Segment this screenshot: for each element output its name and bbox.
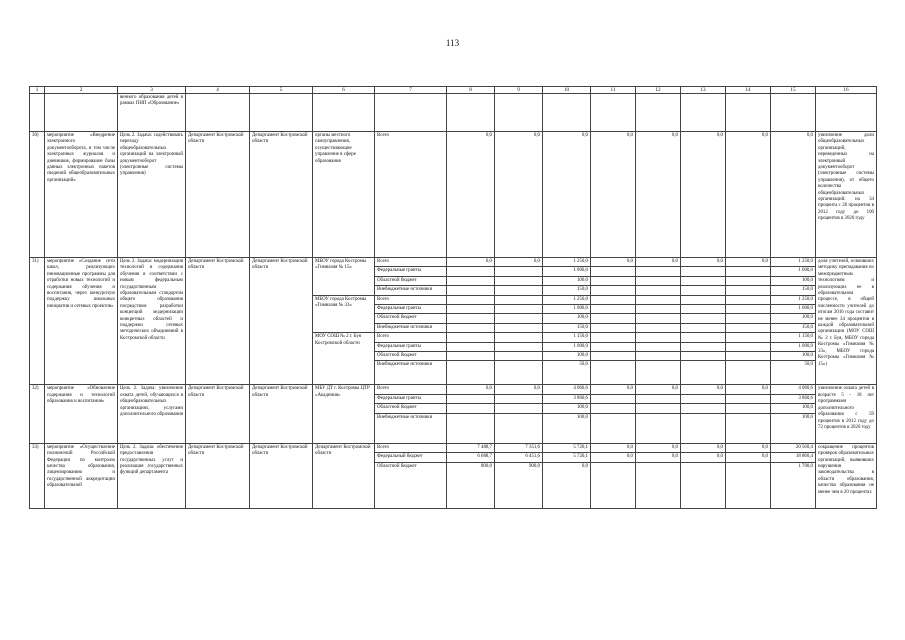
value-cell: 100,0 <box>543 352 591 361</box>
coexecutor-cell: Департамент Костромской области <box>250 258 313 385</box>
table-row-33 <box>30 443 877 452</box>
result-cell: увеличение доли общеобразовательных организаций, переведенных на электронный документооборот (электронные системы управления), от общего количества общеобразовательных организаций: на 34 процента с 26 процентов в 2012 году до 100 процентов в 2020 году <box>816 132 877 258</box>
program-table <box>29 86 877 509</box>
value-cell: 0,0 <box>681 385 726 394</box>
source-cell: Федеральные гранты <box>375 394 447 403</box>
row-number: 32) <box>30 385 45 443</box>
responsible-cell: Департамент Костромской области <box>186 132 250 258</box>
source-cell: Всего <box>375 443 447 452</box>
activity-cell: мероприятие «Обновление содержания и технологий образования и воспитания» <box>45 385 118 443</box>
responsible-cell: Департамент Костромской области <box>186 443 250 508</box>
value-cell <box>636 462 681 508</box>
value-cell: 0,0 <box>726 443 771 452</box>
source-cell: Всего <box>375 385 447 394</box>
row-number: 30) <box>30 132 45 258</box>
value-cell: 0,0 <box>726 385 771 394</box>
source-cell: Федеральные гранты <box>375 305 447 314</box>
value-cell: 3 860,6 <box>543 394 591 403</box>
value-cell: 5 720,1 <box>543 443 591 452</box>
value-cell: 5 720,1 <box>543 453 591 462</box>
value-cell: 0,0 <box>681 443 726 452</box>
value-cell: 1 000,0 <box>543 305 591 314</box>
value-cell: 4 060,6 <box>543 385 591 394</box>
source-cell: Всего <box>375 295 447 304</box>
value-cell: 50,0 <box>543 361 591 385</box>
row-number: 33) <box>30 443 45 508</box>
value-cell: 1 700,0 <box>771 462 816 508</box>
value-cell: 1 000,0 <box>771 267 816 276</box>
value-cell: 1 000,0 <box>543 342 591 351</box>
value-cell: 150,0 <box>771 286 816 295</box>
value-cell: 1 250,0 <box>543 295 591 304</box>
activity-cell: мероприятие «Создание сети школ, реализующих инновационные программы для отработки новых технологий и содержания обучения и воспитания, через конкурсную поддержку школьных инициатив и сетевых проектов» <box>45 258 118 385</box>
source-cell: Федеральные гранты <box>375 267 447 276</box>
value-cell: 0,0 <box>447 258 495 267</box>
source-cell: Областной бюджет <box>375 404 447 413</box>
value-cell: 0,0 <box>636 132 681 258</box>
header-cell: 13 <box>681 87 726 94</box>
value-cell: 0,0 <box>726 132 771 258</box>
value-cell: 0,0 <box>447 385 495 394</box>
value-cell: 0,0 <box>636 258 681 267</box>
value-cell: 100,0 <box>543 276 591 285</box>
source-cell: Внебюджетные источники <box>375 323 447 332</box>
value-cell: 100,0 <box>771 413 816 443</box>
page-number: 113 <box>445 38 460 48</box>
value-cell: 1 000,0 <box>771 342 816 351</box>
activity-cell: мероприятие «Внедрение электронного документооборота, в том числе электронных журналов и дневников, формирование базы данных электронных пакетов сведений общеобразовательных организаций» <box>45 132 118 258</box>
source-cell: Всего <box>375 333 447 342</box>
source-cell: Всего <box>375 132 447 258</box>
recipient-cell: МБУ ДТ г. Костромы ЦТР «Академия» <box>313 385 375 443</box>
result-cell: сокращение процентов проверок образовательных организаций, выявивших нарушения законодательства в области образования, качества образования не менее чем в 20 процентах <box>816 443 877 508</box>
table-row-31 <box>30 258 877 267</box>
value-cell: 0,0 <box>495 385 543 394</box>
header-cell: 10 <box>543 87 591 94</box>
source-cell: Федеральные гранты <box>375 342 447 351</box>
value-cell: 0,0 <box>543 132 591 258</box>
value-cell: 7 351,6 <box>495 443 543 452</box>
header-cell: 12 <box>636 87 681 94</box>
continuation-row <box>30 94 877 132</box>
value-cell: 20 560,4 <box>771 443 816 452</box>
source-cell: Областной бюджет <box>375 314 447 323</box>
header-cell: 11 <box>591 87 636 94</box>
value-cell: 0,0 <box>636 385 681 394</box>
recipient-cell: МБОУ города Костромы «Гимназия № 33» <box>313 295 375 333</box>
header-cell: 8 <box>447 87 495 94</box>
responsible-cell: Департамент Костромской области <box>186 385 250 443</box>
value-cell: 0,0 <box>591 453 636 462</box>
value-cell: 0,0 <box>447 132 495 258</box>
value-cell: 0,0 <box>771 132 816 258</box>
coexecutor-cell: Департамент Костромской области <box>250 385 313 443</box>
source-cell: Внебюджетные источники <box>375 286 447 295</box>
value-cell: 0,0 <box>726 453 771 462</box>
result-cell: доля учителей, освоивших методику преподавания по межпредметным технологиям и реализующих ее в образовательном процессе, в общей численности учителей до итогам 2016 года составит не менее 34 процентов в каждой образовательной организации (МОУ СОШ № 2 г. Буя, МБОУ города Костромы «Гимназия № 33», МБОУ города Костромы «Гимназия № 15») <box>816 258 877 385</box>
source-cell: Федеральный бюджет <box>375 453 447 462</box>
goal-cell: Цель 2. Задача: модернизация технологий и содержания обучения в соответствии с новым федеральным государственным образовательным стандартом общего образования посредством разработки концепций модернизации конкретных областей и поддержки сетевых методических объединений в Костромской области <box>118 258 186 385</box>
value-cell: 100,0 <box>543 314 591 323</box>
recipient-cell: органы местного самоуправления, осуществляющие управление в сфере образования <box>313 132 375 258</box>
goal-cell: Цель 2. Задача: содействовать переходу общеобразовательных организаций на электронный документооборот (электронные системы управления) <box>118 132 186 258</box>
value-cell: 1 000,0 <box>771 305 816 314</box>
value-cell: 100,0 <box>543 404 591 413</box>
value-cell: 0,0 <box>636 453 681 462</box>
value-cell: 100,0 <box>771 404 816 413</box>
value-cell: 0,0 <box>681 258 726 267</box>
goal-cell: Цель 2. Задача: увеличение охвата детей, обучающихся в общеобразовательных организациях, услугами дополнительного образования <box>118 385 186 443</box>
header-cell: 14 <box>726 87 771 94</box>
value-cell: 0,0 <box>495 132 543 258</box>
value-cell: 1 250,0 <box>771 295 816 304</box>
row-number: 31) <box>30 258 45 385</box>
header-cell: 2 <box>45 87 118 94</box>
value-cell: 100,0 <box>771 314 816 323</box>
source-cell: Внебюджетные источники <box>375 361 447 385</box>
value-cell: 0,0 <box>591 385 636 394</box>
value-cell: 1 150,0 <box>771 333 816 342</box>
header-row <box>30 87 877 94</box>
value-cell: 0,0 <box>591 258 636 267</box>
value-cell: 0,0 <box>495 258 543 267</box>
header-cell: 16 <box>816 87 877 94</box>
value-cell: 6 451,6 <box>495 453 543 462</box>
value-cell: 150,0 <box>771 323 816 332</box>
source-cell: Областной бюджет <box>375 462 447 508</box>
value-cell <box>681 462 726 508</box>
value-cell: 0,0 <box>681 453 726 462</box>
value-cell: 1 150,0 <box>543 333 591 342</box>
value-cell: 1 000,0 <box>543 267 591 276</box>
coexecutor-cell: Департамент Костромской области <box>250 132 313 258</box>
header-cell: 9 <box>495 87 543 94</box>
value-cell <box>591 462 636 508</box>
value-cell: 100,0 <box>771 276 816 285</box>
coexecutor-cell: Департамент Костромской области <box>250 443 313 508</box>
table-row-32 <box>30 385 877 394</box>
value-cell: 900,0 <box>495 462 543 508</box>
activity-cell: мероприятие «Осуществление полномочий Российской Федерации по контролю качества образования, лицензированию и государственной аккредитации образовательной <box>45 443 118 508</box>
value-cell: 6 688,7 <box>447 453 495 462</box>
value-cell: 100,0 <box>771 352 816 361</box>
value-cell: 0,0 <box>681 132 726 258</box>
value-cell: 0,0 <box>591 132 636 258</box>
value-cell: 0,0 <box>543 462 591 508</box>
responsible-cell: Департамент Костромской области <box>186 258 250 385</box>
source-cell: Внебюджетные источники <box>375 413 447 443</box>
header-cell: 6 <box>313 87 375 94</box>
header-cell: 3 <box>118 87 186 94</box>
table-row-30 <box>30 132 877 258</box>
value-cell <box>726 462 771 508</box>
header-cell: 1 <box>30 87 45 94</box>
value-cell: 3 860,6 <box>771 394 816 403</box>
continuation-goal: венного образования детей в рамках ПНП «Образование» <box>118 94 186 132</box>
header-cell: 7 <box>375 87 447 94</box>
value-cell: 0,0 <box>636 443 681 452</box>
recipient-cell: МОУ СОШ № 2 г. Буя Костромской области <box>313 333 375 385</box>
value-cell: 7 488,7 <box>447 443 495 452</box>
value-cell: 18 860,4 <box>771 453 816 462</box>
value-cell: 100,0 <box>543 413 591 443</box>
value-cell: 800,0 <box>447 462 495 508</box>
value-cell: 150,0 <box>543 323 591 332</box>
value-cell: 0,0 <box>591 443 636 452</box>
result-cell: увеличение охвата детей в возрасте 5 - 18 лет программами дополнительного образования с 59 процентов в 2012 году до 72 процентов в 2020 году <box>816 385 877 443</box>
header-cell: 5 <box>250 87 313 94</box>
source-cell: Всего <box>375 258 447 267</box>
value-cell: 150,0 <box>543 286 591 295</box>
source-cell: Областной бюджет <box>375 352 447 361</box>
goal-cell: Цель 2. Задача: обеспечение предоставления государственных услуг и реализация государственных функций департамента <box>118 443 186 508</box>
header-cell: 15 <box>771 87 816 94</box>
recipient-cell: Департамент Костромской области <box>313 443 375 508</box>
recipient-cell: МБОУ города Костромы «Гимназия № 15» <box>313 258 375 296</box>
header-cell: 4 <box>186 87 250 94</box>
value-cell: 1 250,0 <box>771 258 816 267</box>
value-cell: 50,0 <box>771 361 816 385</box>
value-cell: 4 060,6 <box>771 385 816 394</box>
value-cell: 1 250,0 <box>543 258 591 267</box>
value-cell: 0,0 <box>726 258 771 267</box>
source-cell: Областной бюджет <box>375 276 447 285</box>
